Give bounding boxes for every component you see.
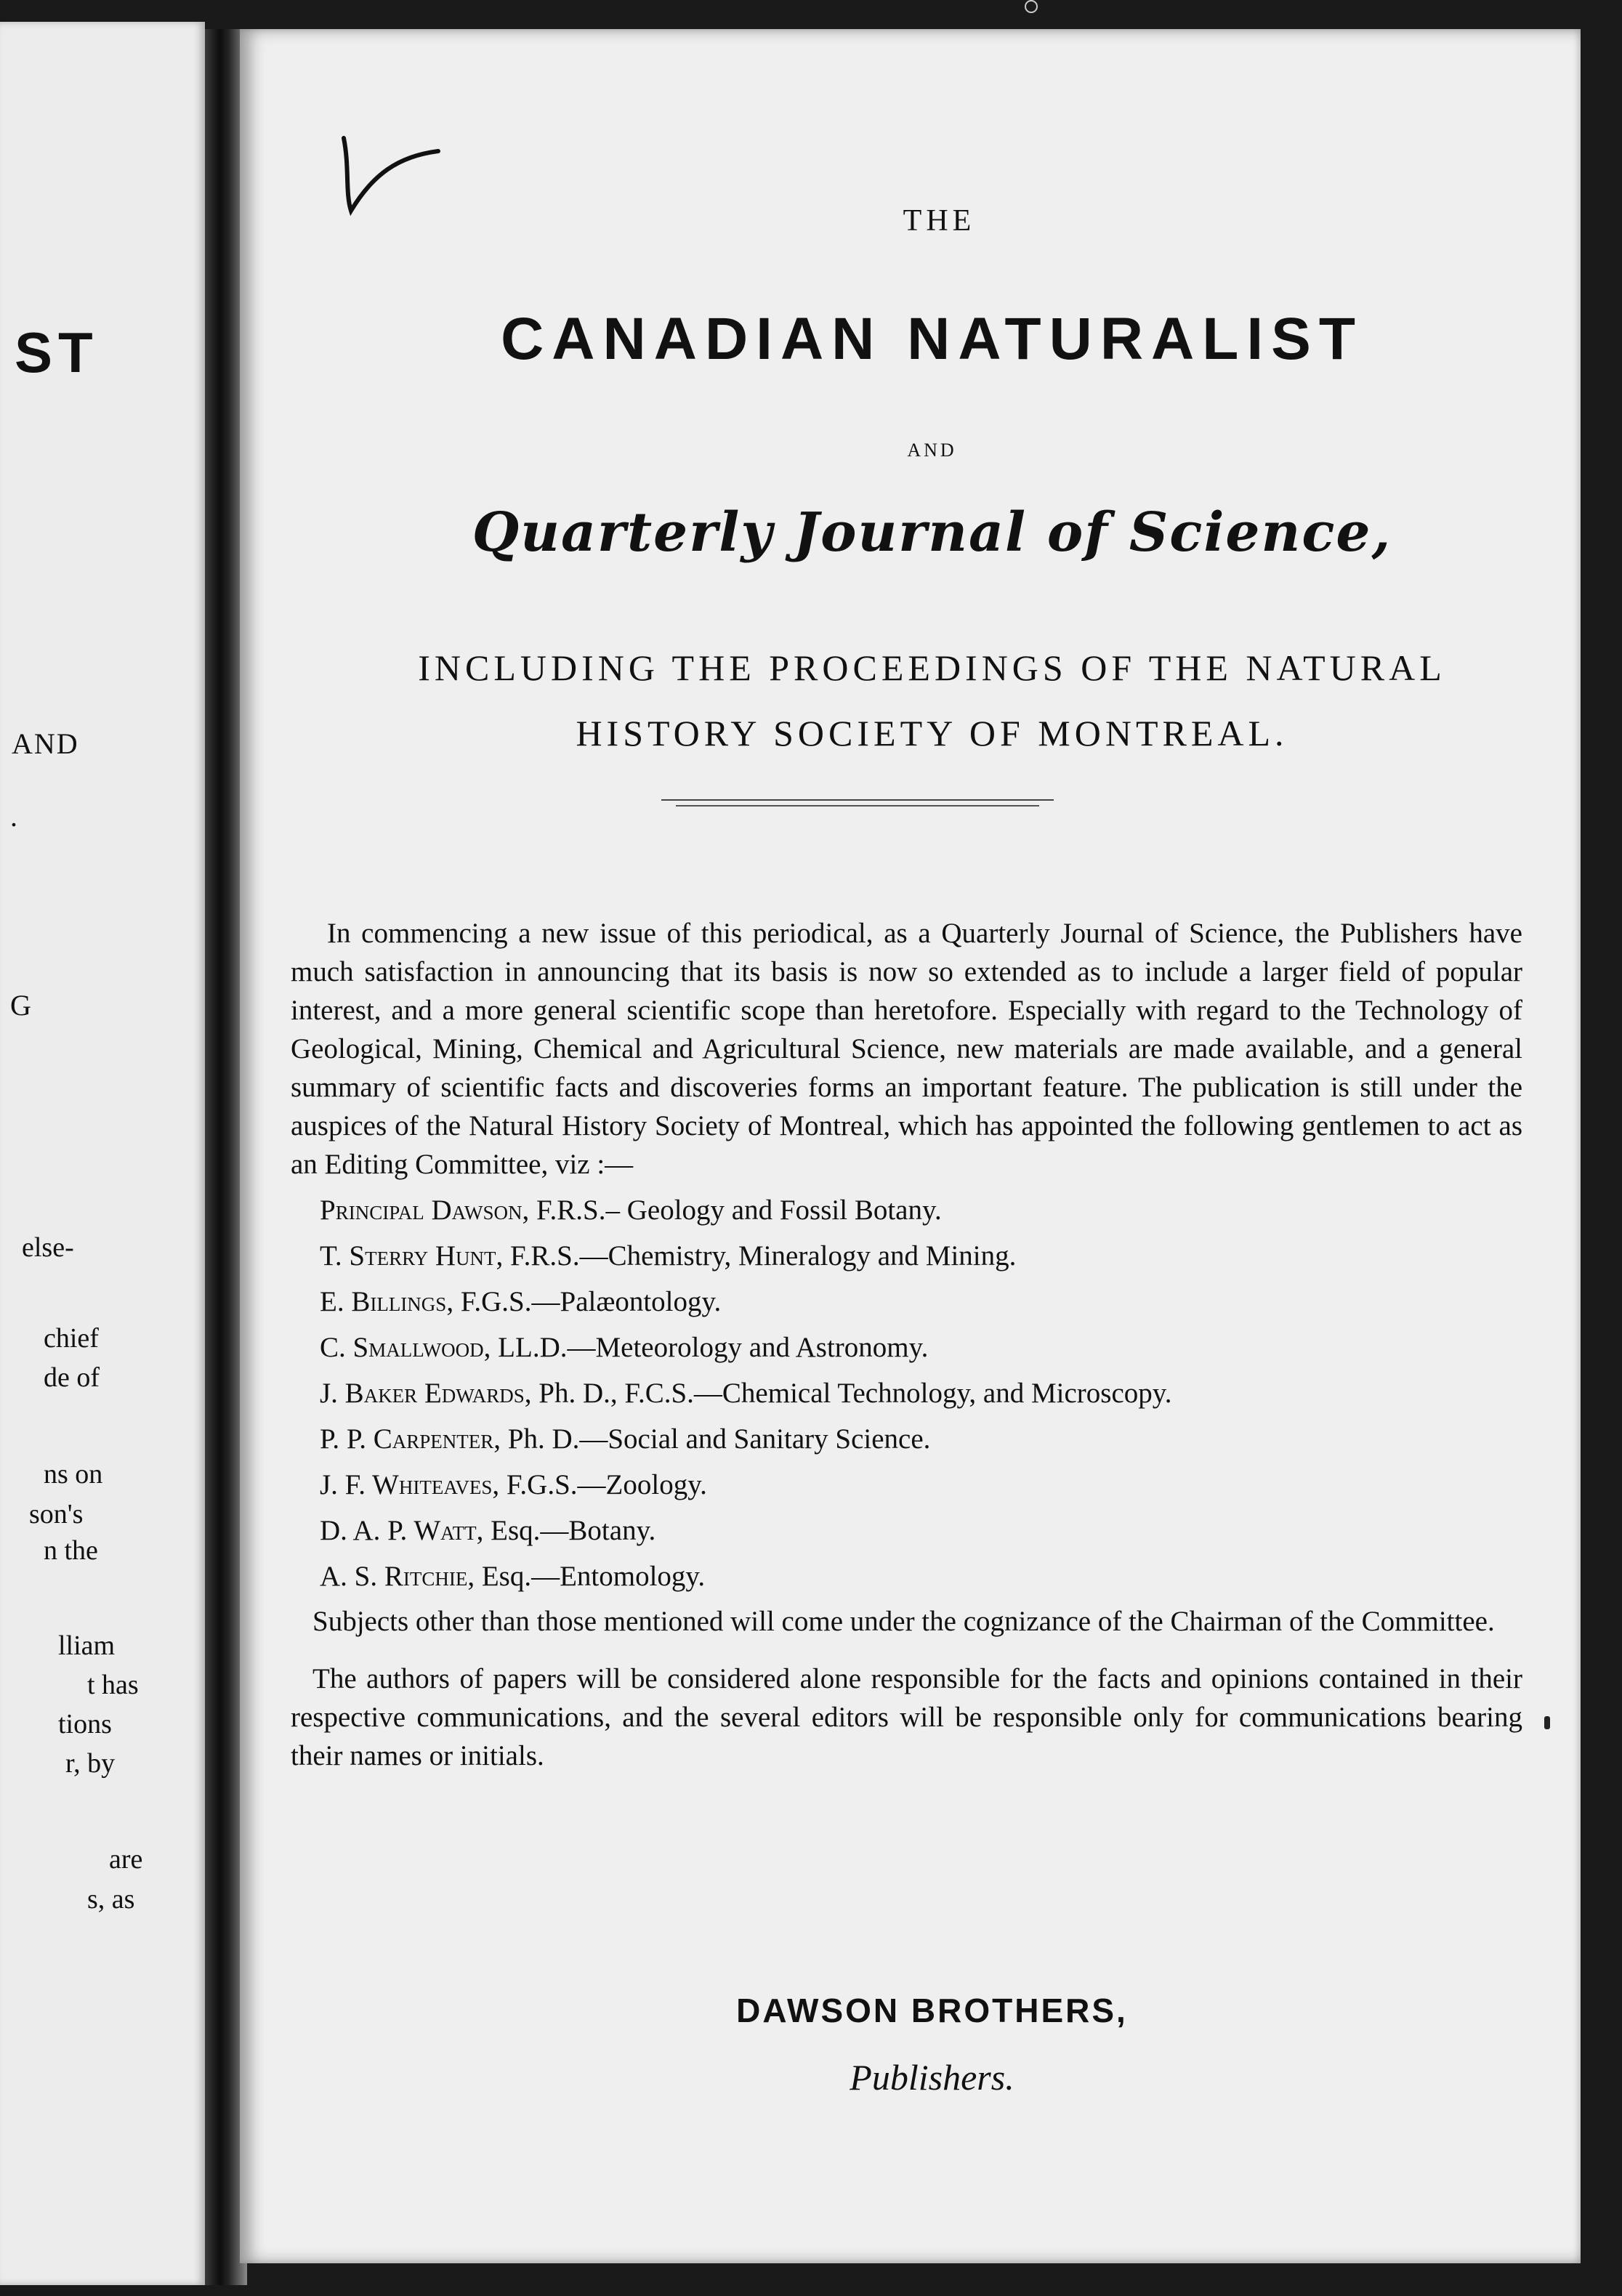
left-page-text-fragment: de of [44, 1362, 100, 1393]
notice-body [291, 914, 1522, 1775]
left-page-text-fragment: ns on [44, 1459, 103, 1489]
committee-member-role: , Esq.—Entomology. [467, 1561, 706, 1592]
committee-member-name: D. A. P. Watt [320, 1515, 477, 1546]
top-speck [1025, 0, 1038, 13]
publishers-label: Publishers. [850, 2057, 1014, 2098]
subtitle-line-1: INCLUDING THE PROCEEDINGS OF THE NATURAL [418, 647, 1446, 688]
committee-member [320, 1416, 1522, 1462]
committee-member [320, 1508, 1522, 1553]
committee-member-role: , Ph. D., F.C.S.—Chemical Technology, and Microscopy. [524, 1378, 1172, 1409]
committee-member-role: , F.G.S.—Zoology. [492, 1469, 707, 1500]
left-page-text-fragment: n the [44, 1535, 98, 1566]
left-page-text-fragment: r, by [65, 1748, 116, 1779]
left-page-text-fragment: chief [44, 1323, 99, 1354]
subtitle-line-2: HISTORY SOCIETY OF MONTREAL. [576, 713, 1288, 753]
committee-member-role: , Ph. D.—Social and Sanitary Science. [493, 1423, 931, 1455]
left-page-text-fragment: are [109, 1844, 143, 1875]
committee-member [320, 1233, 1522, 1279]
committee-member-name: A. S. Ritchie [320, 1561, 468, 1592]
committee-member-role: , F.R.S.—Chemistry, Mineralogy and Mining. [496, 1240, 1017, 1272]
committee-member-name: J. F. Whiteaves [320, 1469, 493, 1500]
subjects-paragraph: Subjects other than those mentioned will come under the cognizance of the Chairman of the Committee. [312, 1606, 1495, 1637]
committee-member-role: , Esq.—Botany. [476, 1515, 656, 1546]
left-page-text-fragment: t has [87, 1670, 139, 1700]
title-the: THE [903, 204, 976, 238]
left-page-g-fragment: G [10, 989, 31, 1022]
publisher-name: DAWSON BROTHERS, [736, 1992, 1128, 2029]
committee-member [320, 1553, 1522, 1599]
left-page-dot-fragment: . [10, 800, 17, 833]
committee-member-name: Principal Dawson [320, 1195, 522, 1226]
left-page-text-fragment: s, as [87, 1884, 135, 1915]
committee-member [320, 1325, 1522, 1370]
left-page-text-fragment: else- [22, 1232, 74, 1263]
committee-member-name: T. Sterry Hunt [320, 1240, 496, 1272]
committee-member-role: , F.G.S.—Palæontology. [446, 1286, 722, 1317]
page-title: CANADIAN NATURALIST [501, 306, 1363, 372]
title-page [240, 29, 1581, 2263]
committee-member [320, 1187, 1522, 1233]
committee-member [320, 1279, 1522, 1325]
committee-member-name: J. Baker Edwards [320, 1378, 525, 1409]
committee-member-role: , LL.D.—Meteorology and Astronomy. [483, 1332, 929, 1363]
editing-committee-list [291, 1187, 1522, 1599]
committee-member [320, 1370, 1522, 1416]
left-page-text-fragment: lliam [58, 1630, 116, 1661]
left-page-text-fragment: son's [29, 1499, 84, 1529]
ink-speck [1544, 1716, 1550, 1729]
committee-member [320, 1462, 1522, 1508]
title-and: AND [907, 440, 957, 461]
intro-paragraph: In commencing a new issue of this periodical, as a Quarterly Journal of Science, the Publishers have much satisfaction in announcing that its basis is now so extended as to include a larger field of popular interest, and a more general scientific scope than heretofore. Especially with regard to the Technology of Geological, Mining, Chemical and Agricultural Science, new materials are made available, and a general summary of scientific facts and discoveries forms an important feature. The publication is still under the auspices of the Natural History Society of Montreal, which has appointed the following gentlemen to act as an Editing Committee, viz :— [291, 918, 1522, 1180]
committee-member-role: , F.R.S.– Geology and Fossil Botany. [522, 1195, 942, 1226]
committee-member-name: C. Smallwood [320, 1332, 484, 1363]
committee-member-name: P. P. Carpenter [320, 1423, 494, 1455]
journal-title: Quarterly Journal of Science, [472, 501, 1392, 564]
decorative-rule [661, 799, 1054, 809]
left-page-fragment [0, 22, 205, 2285]
left-page-and-fragment: AND [12, 727, 79, 760]
left-page-text-fragment: tions [58, 1709, 112, 1739]
committee-member-name: E. Billings [320, 1286, 447, 1317]
left-page-heading-fragment: ST [15, 320, 99, 384]
authors-paragraph: The authors of papers will be considered alone responsible for the facts and opinions contained in their respective communications, and the several editors will be responsible only for communications bearing their names or initials. [291, 1663, 1522, 1771]
